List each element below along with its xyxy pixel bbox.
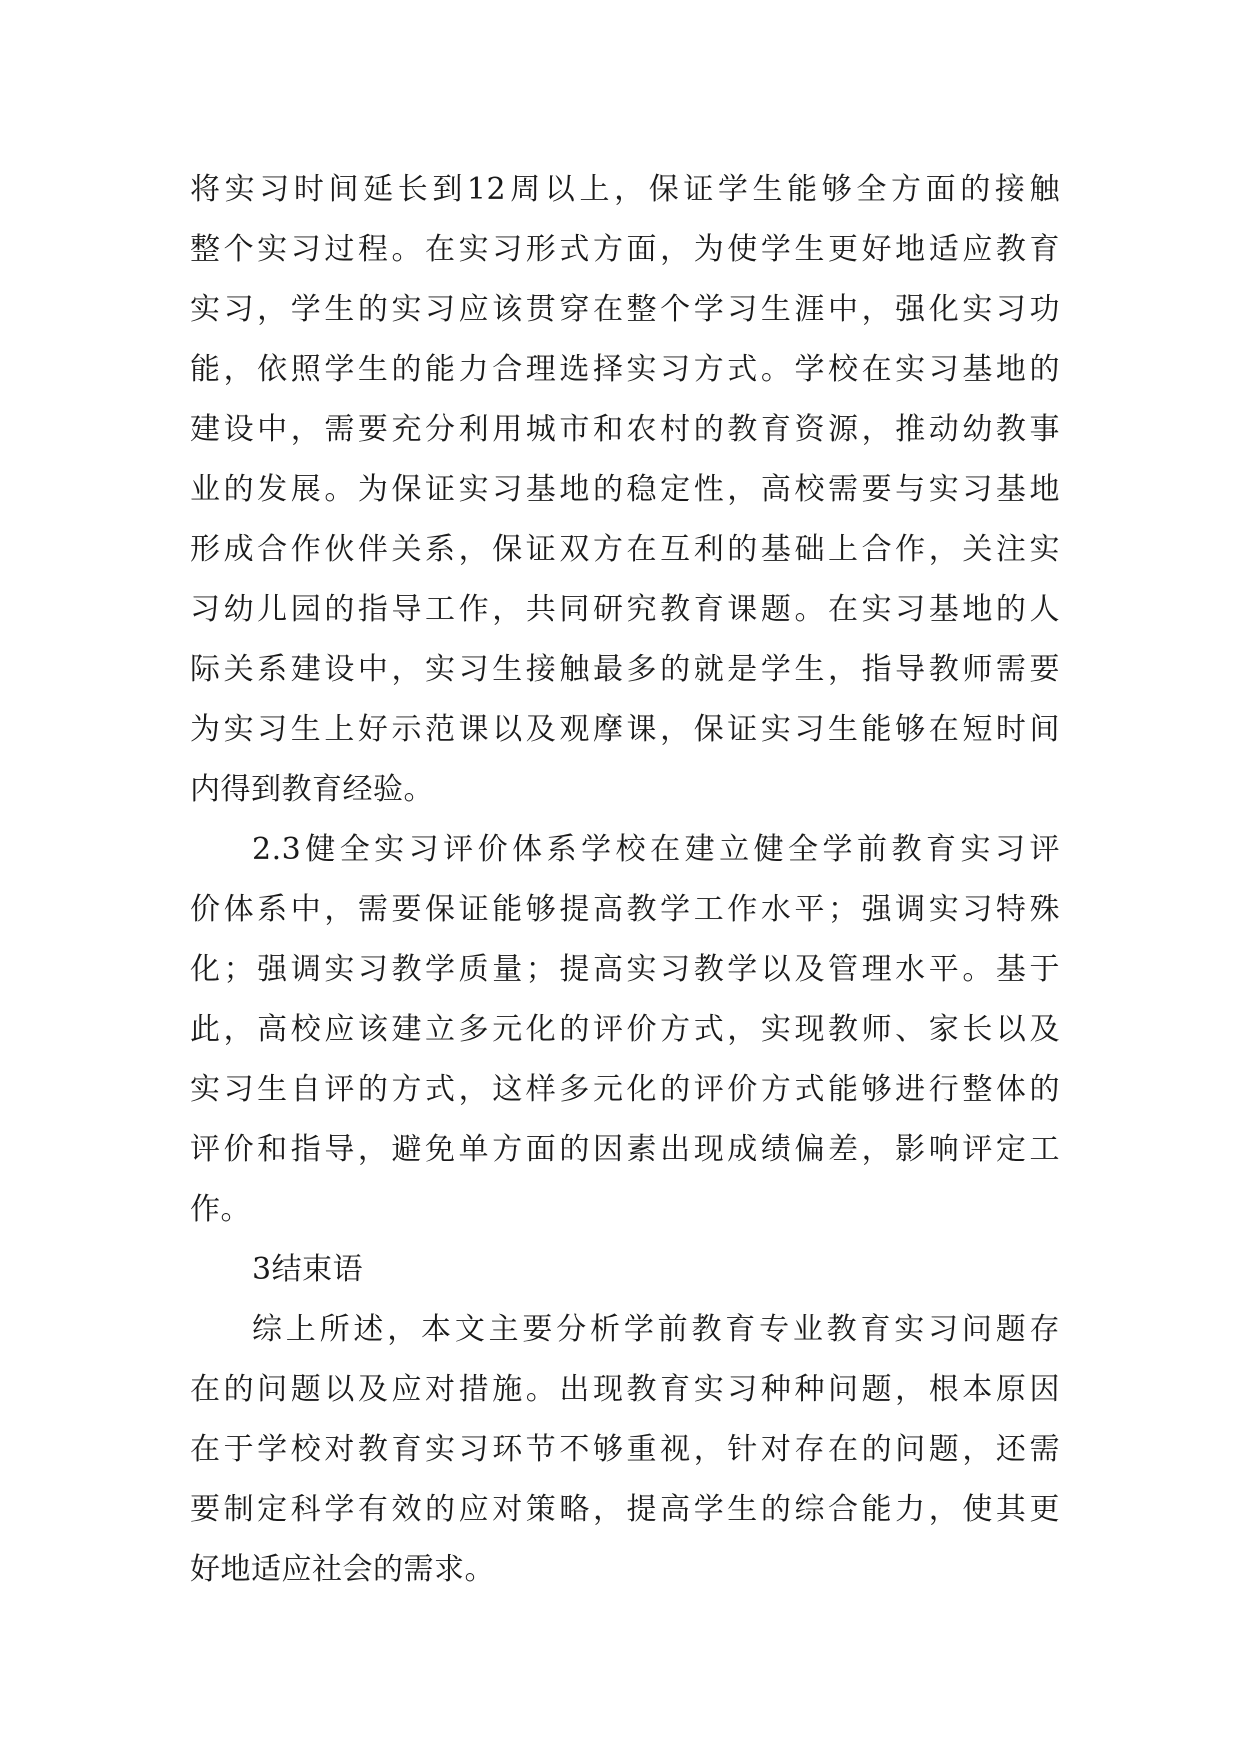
section-heading-line: 2.3健全实习评价体系学校在建立健全学前教育实习评	[252, 832, 1060, 867]
paragraph-line: 要制定科学有效的应对策略，提高学生的综合能力，使其更	[190, 1492, 1060, 1527]
section-heading: 3结束语	[252, 1252, 364, 1287]
paragraph-line: 在于学校对教育实习环节不够重视，针对存在的问题，还需	[190, 1432, 1060, 1467]
paragraph-line: 此，高校应该建立多元化的评价方式，实现教师、家长以及	[190, 1012, 1060, 1047]
paragraph-line: 际关系建设中，实习生接触最多的就是学生，指导教师需要	[190, 652, 1060, 687]
paragraph-line: 形成合作伙伴关系，保证双方在互利的基础上合作，关注实	[190, 532, 1060, 567]
paragraph-line: 习幼儿园的指导工作，共同研究教育课题。在实习基地的人	[190, 592, 1060, 627]
paragraph-line: 评价和指导，避免单方面的因素出现成绩偏差，影响评定工	[190, 1132, 1060, 1167]
paragraph-line: 能，依照学生的能力合理选择实习方式。学校在实习基地的	[190, 352, 1060, 387]
paragraph-line: 综上所述，本文主要分析学前教育专业教育实习问题存	[252, 1312, 1060, 1347]
paragraph-line: 实习生自评的方式，这样多元化的评价方式能够进行整体的	[190, 1072, 1060, 1107]
document-body	[190, 160, 1060, 1600]
paragraph-line: 业的发展。为保证实习基地的稳定性，高校需要与实习基地	[190, 472, 1060, 507]
paragraph-line: 实习，学生的实习应该贯穿在整个学习生涯中，强化实习功	[190, 292, 1060, 327]
paragraph-line: 建设中，需要充分利用城市和农村的教育资源，推动幼教事	[190, 412, 1060, 447]
paragraph-line: 化；强调实习教学质量；提高实习教学以及管理水平。基于	[190, 952, 1060, 987]
paragraph-line: 价体系中，需要保证能够提高教学工作水平；强调实习特殊	[190, 892, 1060, 927]
paragraph-line: 将实习时间延长到12周以上，保证学生能够全方面的接触	[190, 172, 1060, 207]
paragraph-line: 好地适应社会的需求。	[190, 1552, 495, 1587]
paragraph-line: 在的问题以及应对措施。出现教育实习种种问题，根本原因	[190, 1372, 1060, 1407]
paragraph-line: 整个实习过程。在实习形式方面，为使学生更好地适应教育	[190, 232, 1060, 267]
paragraph-line: 作。	[190, 1192, 251, 1227]
paragraph-line: 内得到教育经验。	[190, 772, 434, 807]
paragraph-line: 为实习生上好示范课以及观摩课，保证实习生能够在短时间	[190, 712, 1060, 747]
